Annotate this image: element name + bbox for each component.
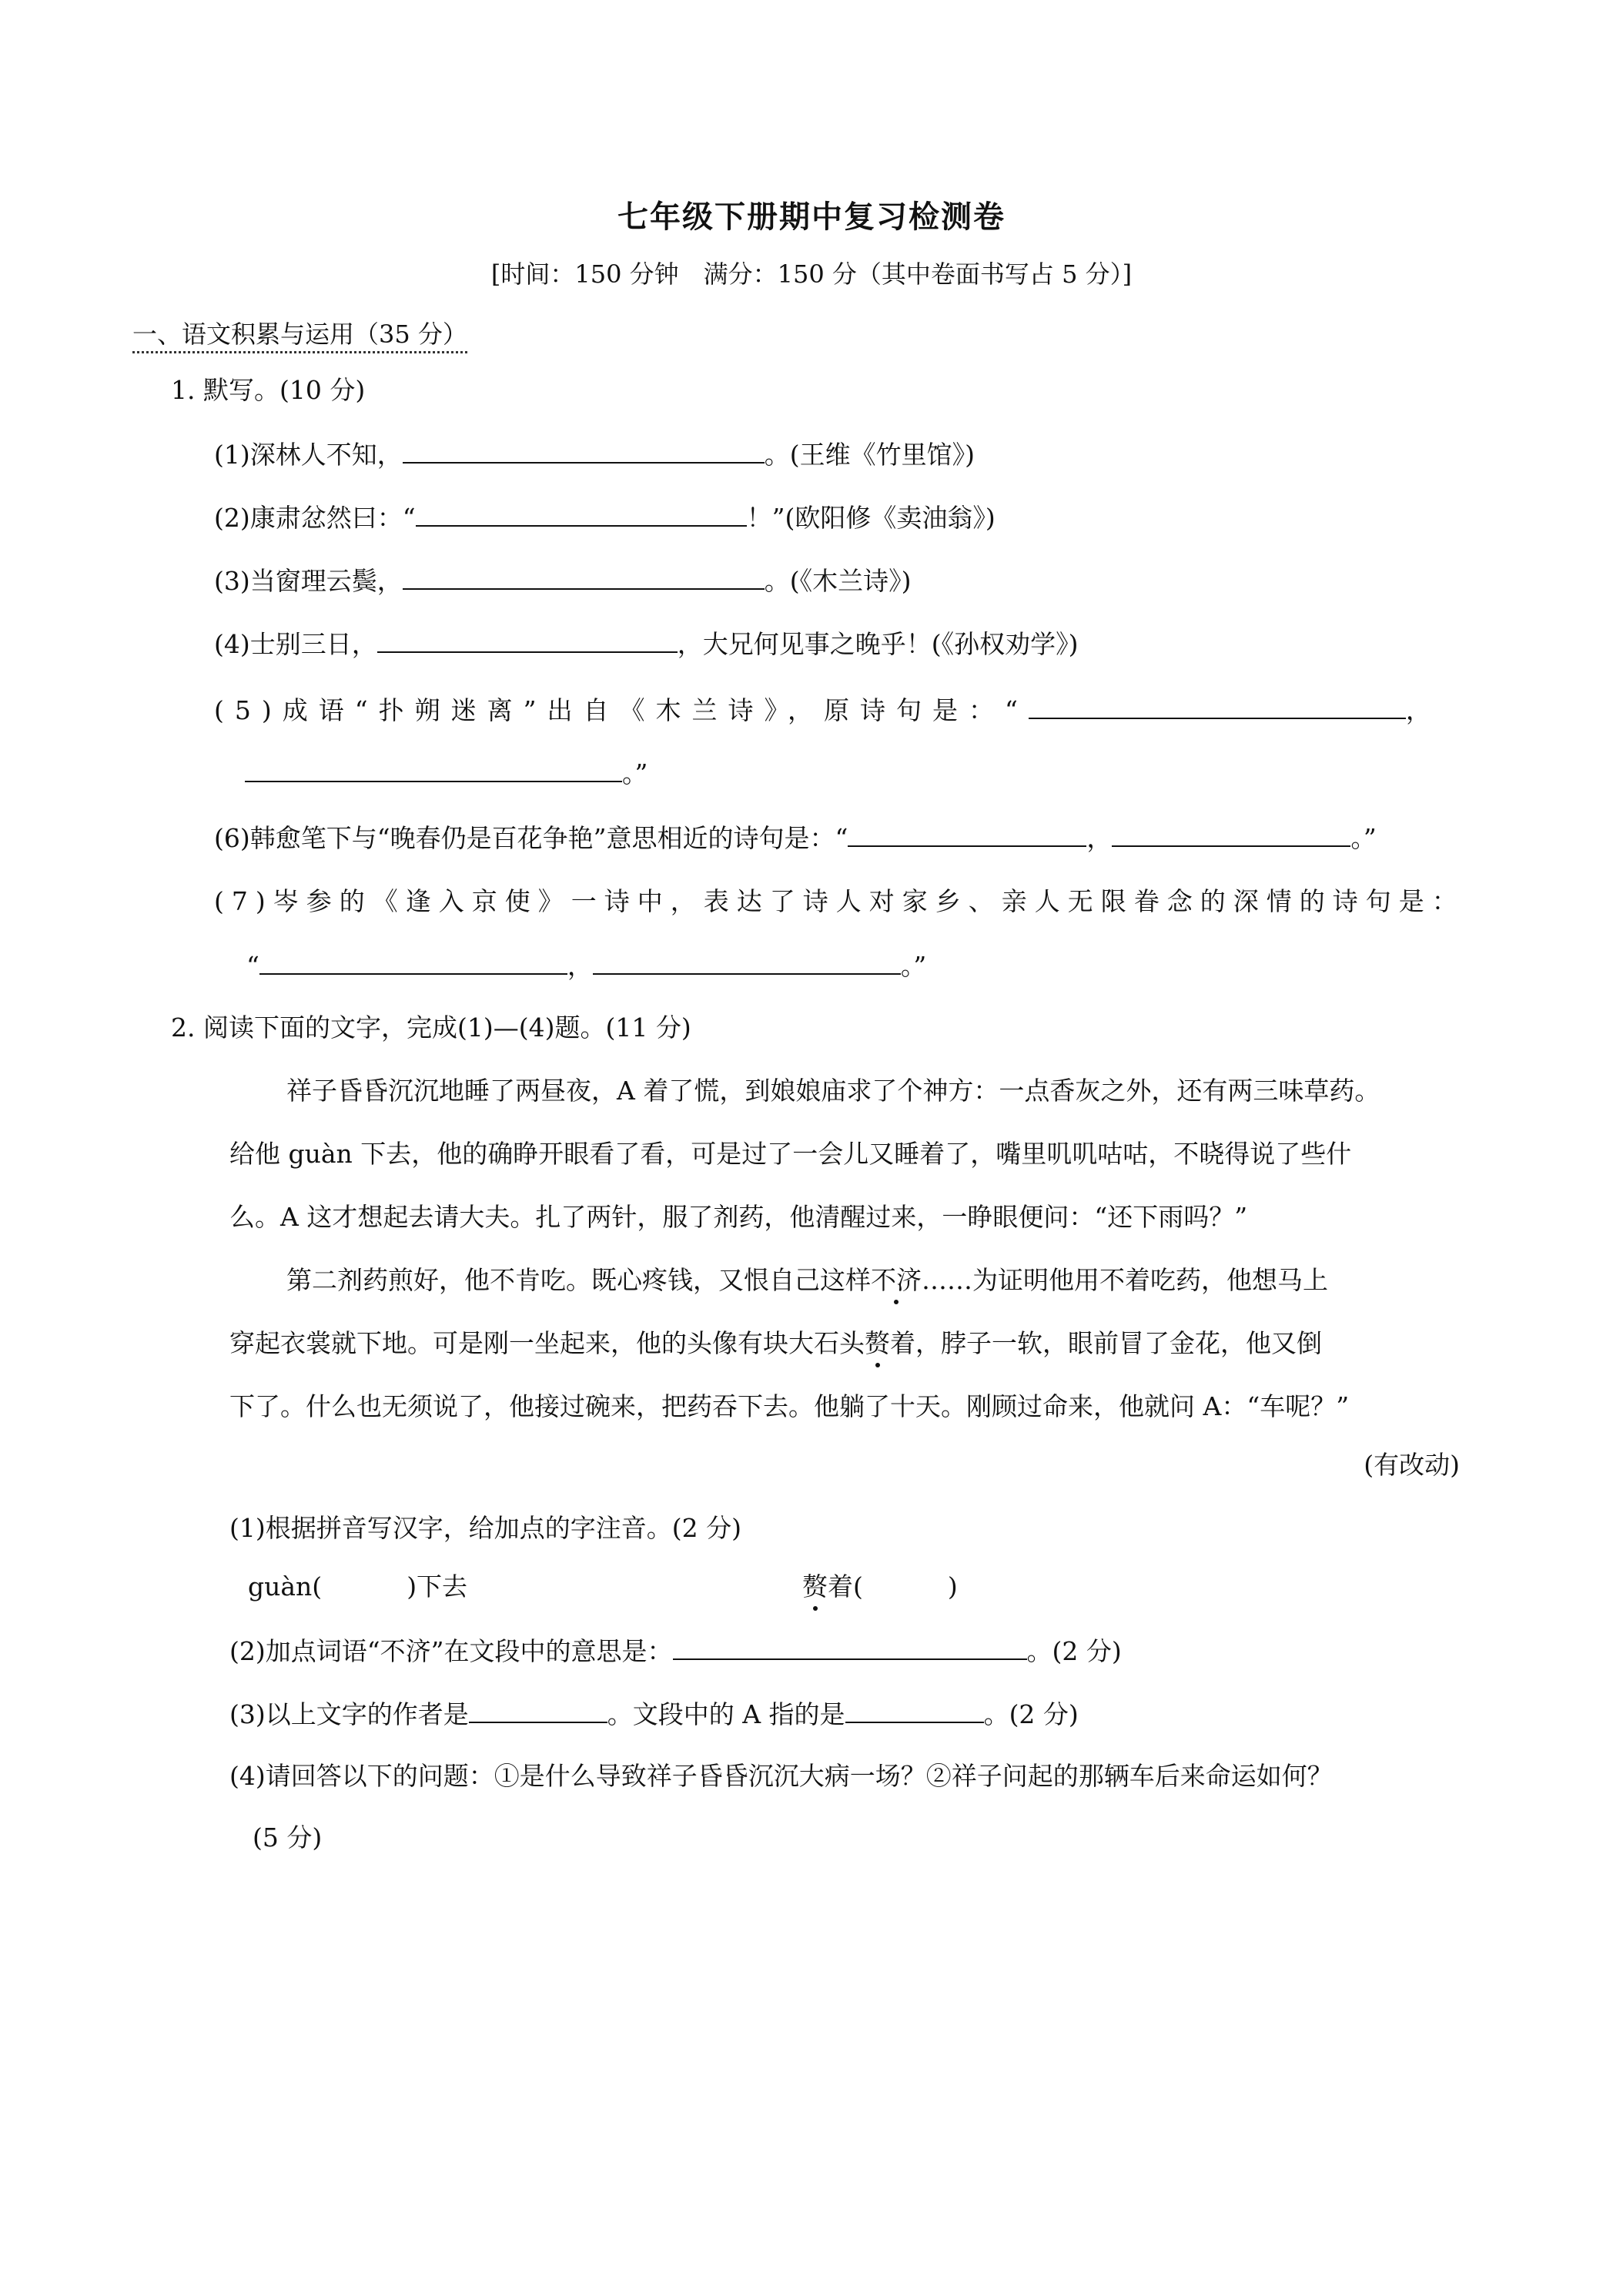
q1-item-7-continued: “ ， 。”: [246, 951, 927, 981]
answer-blank[interactable]: [403, 440, 765, 464]
answer-blank[interactable]: [848, 824, 1086, 847]
passage-line: 给他 guàn 下去，他的确睁开眼看了看，可是过了一会儿又睡着了，嘴里叽叽咕咕，不晓得说了些什: [229, 1139, 1352, 1169]
q1-item-2: (2)康肃忿然曰：“ ！”(欧阳修《卖油翁》): [214, 503, 996, 533]
passage-line: 下了。什么也无须说了，他接过碗来，把药吞下去。他躺了十天。刚顾过命来，他就问 A：“车呢？”: [229, 1391, 1350, 1421]
passage-line: 么。A 这才想起去请大夫。扎了两针，服了剂药，他清醒过来，一睁眼便问：“还下雨吗？”: [229, 1202, 1248, 1232]
passage-line: 祥子昏昏沉沉地睡了两昼夜，A 着了慌，到娘娘庙求了个神方：一点香灰之外，还有两三味草药。: [286, 1076, 1380, 1106]
q2-sub-1: (1)根据拼音写汉字，给加点的字注音。(2 分): [229, 1513, 741, 1543]
q1-item-3: (3)当窗理云鬓， 。(《木兰诗》): [214, 566, 912, 596]
q1-item-7: (7)岑参的《逢入京使》一诗中，表达了诗人对家乡、亲人无限眷念的深情的诗句是：: [214, 886, 1465, 916]
answer-blank[interactable]: [245, 759, 622, 782]
answer-blank[interactable]: [1112, 824, 1350, 847]
exam-info: [时间：150 分钟 满分：150 分（其中卷面书写占 5 分）]: [490, 259, 1133, 289]
answer-blank[interactable]: [403, 567, 765, 590]
q1-item-5-continued: 。”: [245, 759, 648, 786]
q2-sub-2: (2)加点词语“不济”在文段中的意思是： 。(2 分): [229, 1636, 1122, 1666]
answer-blank[interactable]: [416, 504, 747, 527]
passage-line: 穿起衣裳就下地。可是刚一坐起来，他的头像有块大石头赘着，脖子一软，眼前冒了金花，他又倒: [229, 1328, 1322, 1358]
answer-blank[interactable]: [469, 1700, 607, 1723]
answer-blank[interactable]: [1029, 696, 1406, 719]
answer-blank[interactable]: [845, 1700, 984, 1723]
passage-line: 第二剂药煎好，他不肯吃。既心疼钱，又恨自己这样不济……为证明他用不着吃药，他想马上: [286, 1265, 1328, 1295]
section-heading: 一、语文积累与运用（35 分）: [132, 322, 467, 353]
answer-blank[interactable]: [259, 952, 567, 975]
q1-item-5: (5)成语“扑朔迷离”出自《木兰诗》，原诗句是：“ ，: [214, 695, 1431, 725]
q2-sub-1-phonetic: 赘着( ): [802, 1571, 958, 1602]
answer-blank[interactable]: [673, 1637, 1027, 1660]
q2-sub-4: (4)请回答以下的问题：①是什么导致祥子昏昏沉沉大病一场？②祥子问起的那辆车后来命运如何？: [229, 1761, 1333, 1791]
question-2-heading: 2. 阅读下面的文字，完成(1)—(4)题。(11 分): [171, 1012, 691, 1043]
q2-sub-3: (3)以上文字的作者是 。文段中的 A 指的是 。(2 分): [229, 1699, 1079, 1729]
answer-blank[interactable]: [377, 630, 678, 653]
page-title: 七年级下册期中复习检测卷: [617, 199, 1006, 235]
question-1-heading: 1. 默写。(10 分): [171, 375, 366, 405]
q1-item-4: (4)士别三日， ，大兄何见事之晚乎！(《孙权劝学》): [214, 629, 1079, 659]
q1-item-1: (1)深林人不知， 。(王维《竹里馆》): [214, 440, 975, 470]
q1-item-6: (6)韩愈笔下与“晚春仍是百花争艳”意思相近的诗句是：“ ， 。”: [214, 823, 1377, 853]
source-note: (有改动): [1364, 1450, 1460, 1480]
dotted-word-buji: 不济: [871, 1265, 922, 1295]
q2-sub-4-score: (5 分): [253, 1822, 323, 1853]
dotted-char-zhui: 赘: [865, 1328, 890, 1358]
q2-sub-1-pinyin: guàn( )下去: [248, 1571, 468, 1602]
answer-blank[interactable]: [593, 952, 901, 975]
